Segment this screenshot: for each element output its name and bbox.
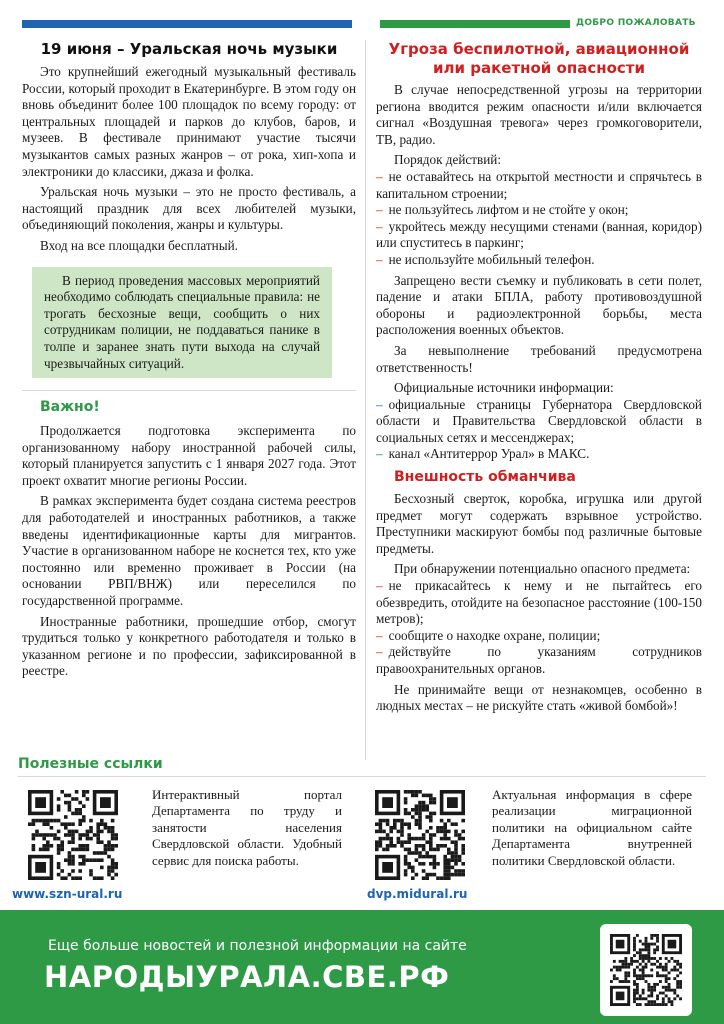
deceptive-title: Внешность обманчива — [394, 469, 576, 486]
deceptive-paragraph-1: Бесхозный сверток, коробка, игрушка или другой предмет могут содержать взрывное устройство. Преступники маскируют бомбы под различные бытовые предметы. — [376, 491, 702, 556]
dvp-link[interactable]: dvp.midural.ru — [367, 887, 468, 901]
list-item: – канал «Антитеррор Урал» в МАКС. — [376, 446, 590, 462]
deceptive-paragraph-3: Не принимайте вещи от незнакомцев, особенно в людных местах – не рискуйте стать «живой бомбой»! — [376, 681, 702, 714]
top-bar-green — [380, 20, 570, 28]
sources-list — [376, 397, 702, 463]
threat-paragraph-4: За невыполнение требований предусмотрена ответственность! — [376, 342, 702, 375]
important-paragraph-2: В рамках эксперимента будет создана система реестров для работодателей и иностранных работников, а также введены идентификационные карты для мигрантов. Участие в организованном наборе не коснется тех, кто уже постоянно или временно проживает в России (на основании РВП/ВНЖ) или переселился по государственной программе. — [22, 493, 356, 609]
qr-code-footer[interactable] — [600, 924, 692, 1016]
threat-paragraph-2: Порядок действий: — [394, 152, 502, 168]
footer-subtitle: Еще больше новостей и полезной информации на сайте — [48, 938, 467, 954]
threat-paragraph-3: Запрещено вести съемку и публиковать в сети полет, падение и атаки БПЛА, работу противовоздушной обороны и радиоэлектронной борьбы, места расположения военных объектов. — [376, 272, 702, 338]
important-paragraph-1: Продолжается подготовка эксперимента по организованному набору иностранной рабочей силы, который планируется запустить с 1 января 2027 года. Этот проект охватит многие регионы России. — [22, 423, 356, 488]
szn-description: Интерактивный портал Департамента по труду и занятости населения Свердловской области. Удобный сервис для поиска работы. — [152, 787, 342, 868]
threat-actions-list — [376, 169, 702, 269]
music-paragraph-1: Это крупнейший ежегодный музыкальный фестиваль России, который проходит в Екатеринбурге. В этом году он вновь объединит более 100 площадок по всему городу: от центральных площадей и парков до клубов, баров, и музеев. В фестивале принимают участие тысячи музыкантов самых разных жанров – от рока, хип-хопа и электроники до классики, джаза и фолка. — [22, 64, 356, 179]
list-item: – не прикасайтесь к нему и не пытайтесь его обезвредить, отойдите на безопасное расстояние (100-150 метров); — [376, 578, 702, 627]
music-paragraph-3: Вход на все площадки бесплатный. — [40, 237, 238, 253]
list-item: – не используйте мобильный телефон. — [376, 251, 595, 267]
dvp-description: Актуальная информация в сфере реализации миграционной политики на официальном сайте Департамента внутренней политики Свердловской области. — [492, 787, 692, 868]
list-item: – действуйте по указаниям сотрудников правоохранительных органов. — [376, 644, 702, 676]
right-column — [376, 40, 702, 715]
important-title: Важно! — [40, 399, 100, 416]
qr-code-szn[interactable] — [28, 790, 118, 880]
list-item: – сообщите о находке охране, полиции; — [376, 627, 601, 643]
deceptive-actions-list — [376, 578, 702, 678]
music-paragraph-2: Уральская ночь музыки – это не просто фестиваль, а настоящий праздник для всех любителей музыки, объединяющий поколения, жанры и культуры. — [22, 184, 356, 233]
list-item: – не пользуйтесь лифтом и не стойте у окон; — [376, 202, 629, 218]
deceptive-paragraph-2: При обнаружении потенциально опасного предмета: — [394, 561, 691, 577]
list-item: – официальные страницы Губернатора Свердловской области и Правительства Свердловской области в социальных сетях и мессенджерах; — [376, 396, 702, 445]
welcome-label: ДОБРО ПОЖАЛОВАТЬ — [576, 18, 696, 28]
left-column — [22, 40, 356, 680]
section-divider — [22, 390, 356, 391]
qr-code-dvp[interactable] — [375, 790, 465, 880]
links-divider — [18, 776, 706, 777]
threat-paragraph-1: В случае непосредственной угрозы на территории региона вводится режим опасности и/или включается сигнал «Воздушная тревога» через громкоговорители, ТВ, радио. — [376, 82, 702, 147]
links-title: Полезные ссылки — [18, 756, 163, 772]
threat-paragraph-5: Официальные источники информации: — [394, 380, 614, 396]
column-divider — [365, 40, 366, 760]
music-title: 19 июня – Уральская ночь музыки — [40, 40, 338, 58]
safety-notice-text: В период проведения массовых мероприятий необходимо соблюдать специальные правила: не трогать бесхозные вещи, сообщить о них сотрудникам полиции, не поддаваться панике в толпе и заранее знать пути выхода на случай чрезвычайных ситуаций. — [44, 272, 320, 371]
threat-title: Угроза беспилотной, авиационной или ракетной опасности — [388, 40, 690, 77]
szn-link[interactable]: www.szn-ural.ru — [12, 887, 123, 901]
footer-banner — [0, 910, 724, 1024]
safety-notice-box — [32, 267, 332, 379]
top-bar-blue — [22, 20, 352, 28]
list-item: – укройтесь между несущими стенами (ванная, коридор) или спуститесь в паркинг; — [376, 218, 702, 251]
important-paragraph-3: Иностранные работники, прошедшие отбор, смогут трудиться только у конкретного работодателя и только в указанном регионе и по профессии, зафиксированной в реестре. — [22, 613, 356, 679]
list-item: – не оставайтесь на открытой местности и спрячьтесь в капитальном строении; — [376, 168, 702, 201]
footer-site-link[interactable]: НАРОДЫУРАЛА.СВЕ.РФ — [44, 960, 450, 994]
